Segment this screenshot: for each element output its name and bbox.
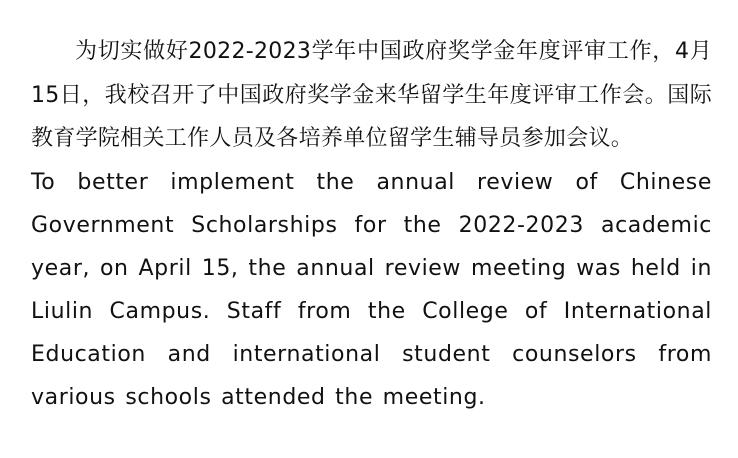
news-article: [31, 30, 712, 419]
chinese-paragraph: 为切实做好2022-2023学年中国政府奖学金年度评审工作，4月15日，我校召开了中国政府奖学金来华留学生年度评审工作会。国际教育学院相关工作人员及各培养单位留学生辅导员参加会议。: [31, 39, 712, 151]
english-paragraph: To better implement the annual review of Chinese Government Scholarships for the 2022-2023 academic year, on April 15, the annual review meeting was held in Liulin Campus. Staff from the College of International Education and international student counselors from various schools attended the meeting.: [31, 169, 712, 410]
